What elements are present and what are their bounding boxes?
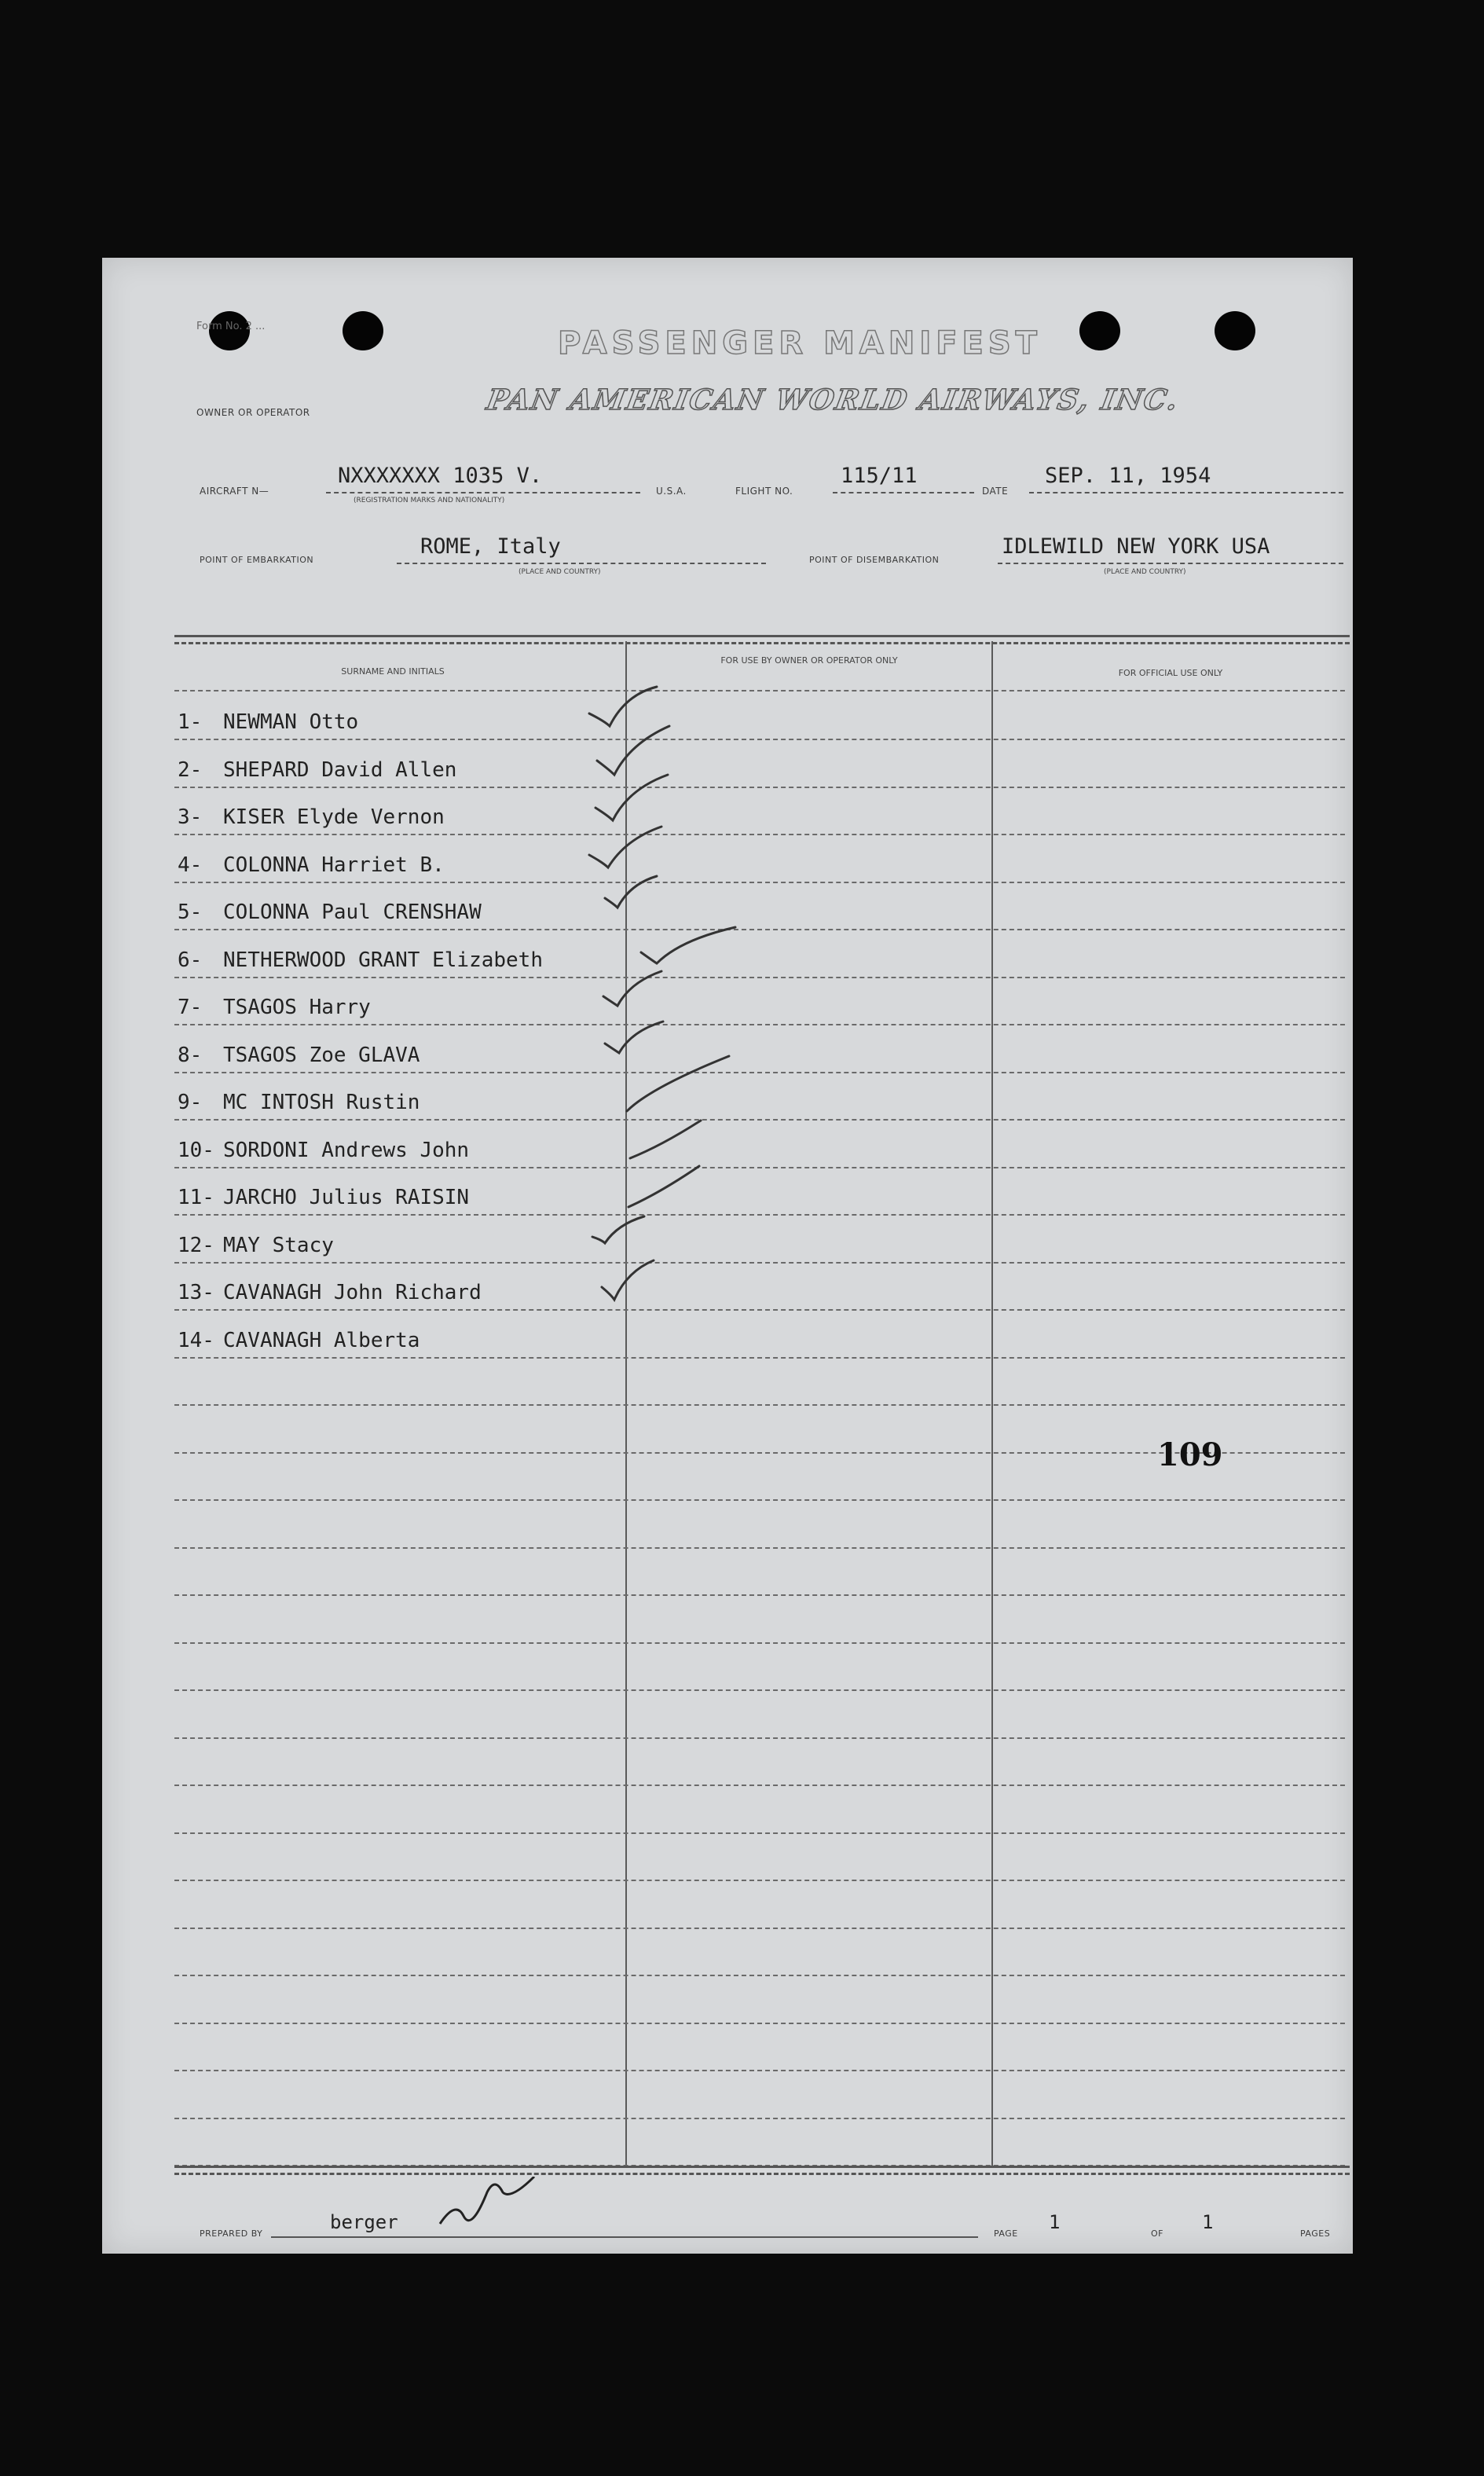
disembarkation-value: IDLEWILD NEW YORK USA (1002, 534, 1270, 559)
page-label: PAGE (994, 2228, 1018, 2239)
passenger-number: 11- (178, 1186, 214, 1209)
passenger-name: SORDONI Andrews John (223, 1138, 470, 1162)
passenger-name: NETHERWOOD GRANT Elizabeth (223, 948, 543, 972)
passenger-name: MAY Stacy (223, 1233, 334, 1257)
owner-label: OWNER OR OPERATOR (196, 407, 310, 418)
date-label: DATE (982, 486, 1009, 497)
passenger-number: 13- (178, 1281, 214, 1304)
check-mark (592, 1216, 644, 1243)
passenger-name: KISER Elyde Vernon (223, 805, 445, 829)
pages-label: PAGES (1300, 2228, 1331, 2239)
aircraft-value: NXXXXXXX 1035 V. (338, 464, 543, 488)
passenger-name: JARCHO Julius RAISIN (223, 1186, 470, 1209)
passenger-number: 1- (178, 710, 203, 734)
usa-label: U.S.A. (656, 486, 687, 497)
prepared-underline (271, 2236, 978, 2238)
check-mark (641, 927, 735, 963)
check-marks (102, 258, 1353, 2254)
page-value: 1 (1049, 2211, 1061, 2233)
passenger-name: NEWMAN Otto (223, 710, 359, 734)
stamp-number: 109 (1157, 1436, 1223, 1473)
col-surname-header: SURNAME AND INITIALS (341, 666, 445, 677)
passenger-name: CAVANAGH John Richard (223, 1281, 482, 1304)
date-value: SEP. 11, 1954 (1045, 464, 1211, 488)
passenger-name: COLONNA Harriet B. (223, 853, 445, 877)
check-mark (605, 1022, 663, 1053)
disembarkation-caption: (PLACE AND COUNTRY) (1104, 568, 1186, 576)
passenger-number: 4- (178, 853, 203, 877)
passenger-number: 3- (178, 805, 203, 829)
prepared-value: berger (330, 2211, 398, 2233)
flight-label: FLIGHT NO. (735, 486, 793, 497)
form-number: Form No. 2 ... (196, 321, 266, 332)
passenger-name: COLONNA Paul CRENSHAW (223, 901, 482, 924)
check-mark (630, 1121, 701, 1158)
passenger-number: 2- (178, 757, 203, 782)
disembarkation-label: POINT OF DISEMBARKATION (809, 555, 940, 565)
passenger-number: 8- (178, 1043, 203, 1067)
passenger-name: CAVANAGH Alberta (223, 1328, 420, 1352)
passenger-number: 6- (178, 948, 203, 972)
passenger-number: 7- (178, 996, 203, 1019)
embarkation-label: POINT OF EMBARKATION (200, 555, 314, 565)
registration-caption: (REGISTRATION MARKS AND NATIONALITY) (354, 497, 505, 504)
check-mark (597, 726, 669, 775)
passenger-number: 10- (178, 1138, 214, 1162)
manifest-sheet (102, 258, 1353, 2254)
of-value: 1 (1202, 2211, 1214, 2233)
embarkation-caption: (PLACE AND COUNTRY) (518, 568, 601, 576)
passenger-name: SHEPARD David Allen (223, 757, 457, 782)
check-mark (605, 876, 657, 908)
of-label: OF (1151, 2228, 1163, 2239)
passenger-number: 5- (178, 901, 203, 924)
check-mark (595, 775, 668, 820)
passenger-number: 12- (178, 1233, 214, 1257)
check-mark (627, 1056, 729, 1111)
manifest-title: PASSENGER MANIFEST (558, 325, 1042, 361)
passenger-number: 9- (178, 1091, 203, 1114)
col-owner-header: FOR USE BY OWNER OR OPERATOR ONLY (720, 655, 898, 666)
check-mark (589, 827, 661, 868)
check-mark (603, 971, 661, 1006)
embarkation-value: ROME, Italy (420, 534, 561, 559)
table-bottom-rule (174, 2166, 1350, 2175)
check-mark (602, 1260, 654, 1300)
col-official-header: FOR OFFICIAL USE ONLY (1118, 668, 1223, 678)
check-mark (628, 1166, 699, 1207)
passenger-name: MC INTOSH Rustin (223, 1091, 420, 1114)
passenger-name: TSAGOS Zoe GLAVA (223, 1043, 420, 1067)
signature (432, 2177, 542, 2239)
flight-value: 115/11 (841, 464, 918, 488)
check-mark (589, 687, 657, 726)
passenger-name: TSAGOS Harry (223, 996, 371, 1019)
passenger-number: 14- (178, 1328, 214, 1352)
operator-name: PAN AMERICAN WORLD AIRWAYS, INC. (484, 383, 1182, 416)
prepared-label: PREPARED BY (200, 2228, 263, 2239)
aircraft-label: AIRCRAFT N— (200, 486, 269, 497)
